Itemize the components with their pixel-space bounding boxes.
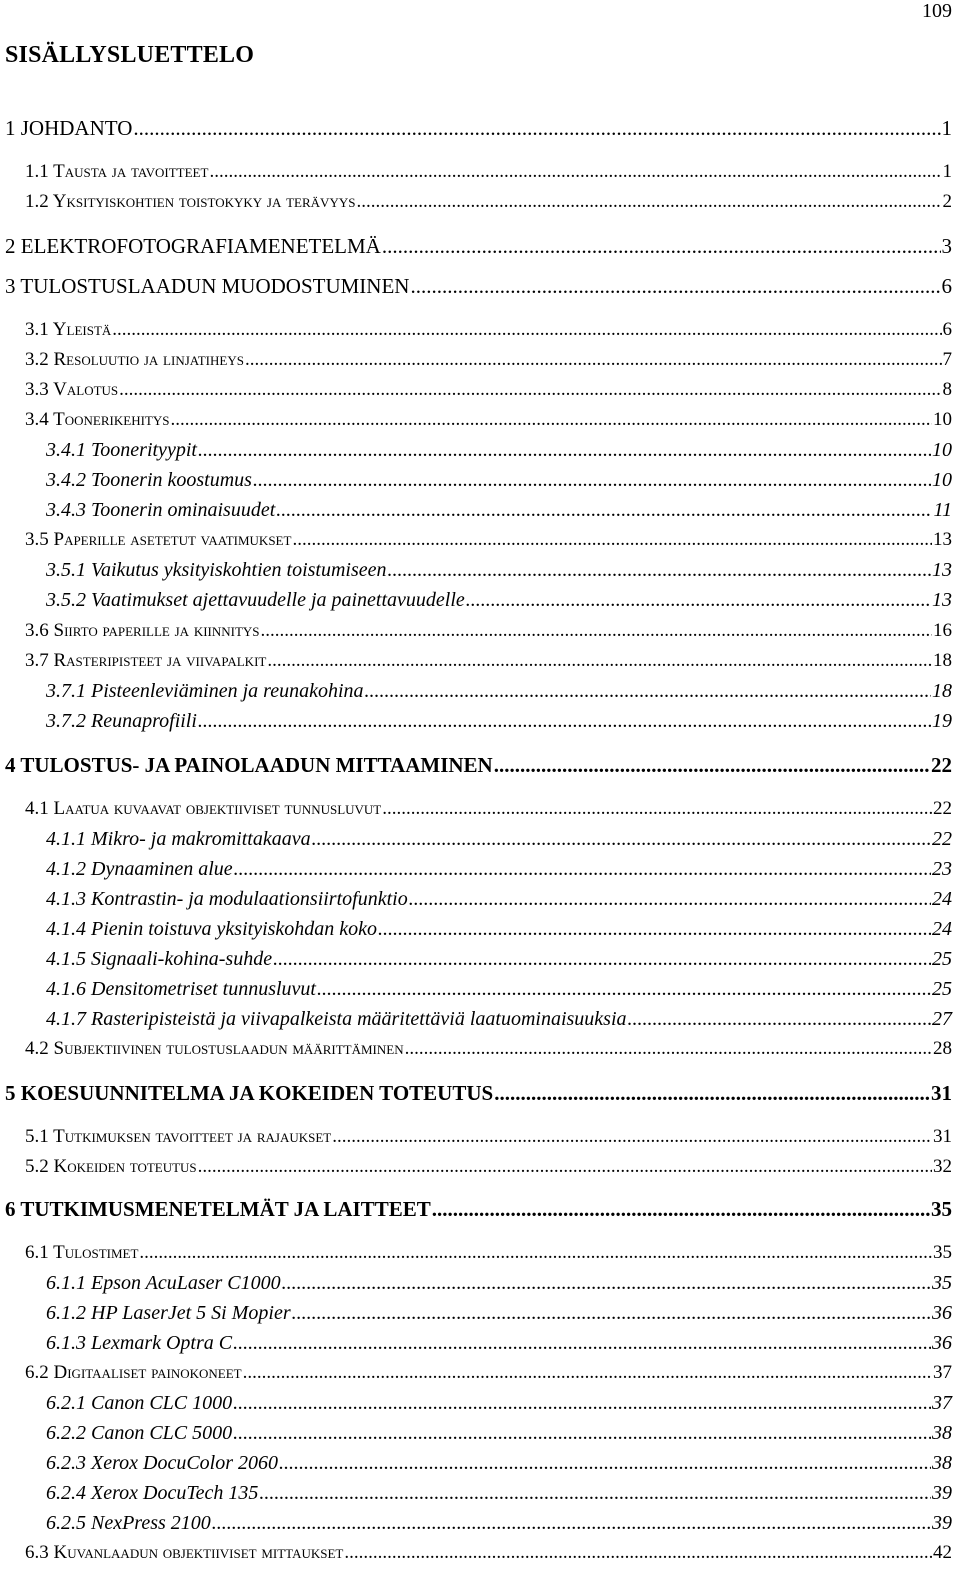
dot-leader [233,1333,931,1353]
toc-entry[interactable] [0,711,952,731]
toc-entry-label: 4.1.3 Kontrastin- ja modulaationsiirtofunktio [46,888,408,910]
toc-entry[interactable] [0,949,952,969]
toc-entry-page: 35 [931,1197,952,1221]
toc-entry-page: 7 [942,349,952,370]
toc-entry[interactable] [0,681,952,701]
toc-entry-label: 5 KOESUUNNITELMA JA KOKEIDEN TOTEUTUS [5,1081,494,1105]
dot-leader [494,1083,930,1104]
toc-entry[interactable] [0,889,952,909]
toc-entry[interactable] [0,470,952,490]
dot-leader [267,651,932,670]
dot-leader [198,711,931,731]
dot-leader [356,192,941,211]
toc-entry-label: 1.1 Tausta ja tavoitteet [25,161,209,182]
dot-leader [276,500,932,520]
dot-leader [112,320,941,339]
toc-entry-page: 22 [932,828,952,850]
toc-entry-label: 2 ELEKTROFOTOGRAFIAMENETELMÄ [5,234,381,258]
toc-entry[interactable] [0,651,952,670]
toc-entry[interactable] [0,1039,952,1058]
toc-entry-page: 39 [932,1512,952,1534]
toc-entry[interactable] [0,118,952,139]
toc-entry-label: 5.1 Tutkimuksen tavoitteet ja rajaukset [25,1126,332,1147]
dot-leader [133,118,940,139]
toc-entry[interactable] [0,1009,952,1029]
toc-entry[interactable] [0,1273,952,1293]
toc-entry-label: 4.1.6 Densitometriset tunnusluvut [46,978,316,1000]
toc-entry-label: 6.2.3 Xerox DocuColor 2060 [46,1452,279,1474]
toc-entry[interactable] [0,1303,952,1323]
toc-entry[interactable] [0,621,952,640]
dot-leader [332,1127,932,1146]
toc-entry-label: 3.5.2 Vaatimukset ajettavuudelle ja painettavuudelle [46,589,465,611]
toc-entry-page: 18 [932,680,952,702]
toc-entry-label: 6.2.2 Canon CLC 5000 [46,1422,233,1444]
toc-entry-page: 25 [932,978,952,1000]
toc-entry-label: 6.1.1 Epson AcuLaser C1000 [46,1272,281,1294]
dot-leader [273,949,931,969]
toc-entry-label: 4.1.1 Mikro- ja makromittakaava [46,828,311,850]
toc-entry-page: 8 [942,379,952,400]
toc-entry-page: 19 [932,710,952,732]
dot-leader [261,621,932,640]
toc-entry-page: 13 [933,529,952,550]
toc-entry[interactable] [0,919,952,939]
toc-entry-label: 6 TUTKIMUSMENETELMÄT JA LAITTEET [5,1197,431,1221]
toc-entry-page: 36 [932,1302,952,1324]
toc-entry-page: 10 [933,409,952,430]
dot-leader [259,1483,931,1503]
dot-leader [233,1393,931,1413]
toc-entry-label: 6.2.1 Canon CLC 1000 [46,1392,233,1414]
toc-entry[interactable] [0,1513,952,1533]
toc-entry-label: 4.1.2 Dynaaminen alue [46,858,233,880]
dot-leader [382,799,932,818]
toc-entry-label: 3.7.2 Reunaprofiili [46,710,197,732]
dot-leader [119,380,941,399]
toc-entry-label: 3.3 Valotus [25,379,119,400]
toc-entry-label: 5.2 Kokeiden toteutus [25,1156,197,1177]
toc-entry[interactable] [0,859,952,879]
toc-entry[interactable] [0,1363,952,1382]
toc-entry-page: 11 [933,499,952,521]
toc-entry-page: 1 [942,161,952,182]
toc-entry-page: 28 [933,1038,952,1059]
toc-entry[interactable] [0,350,952,369]
toc-entry-label: 3.4.3 Toonerin ominaisuudet [46,499,276,521]
toc-entry-label: 3.5.1 Vaikutus yksityiskohtien toistumiseen [46,559,387,581]
toc-entry-label: 3.7.1 Pisteenleviäminen ja reunakohina [46,680,364,702]
toc-entry-page: 10 [932,469,952,491]
toc-entry-page: 6 [941,274,952,298]
toc-entry[interactable] [0,1543,952,1562]
toc-entry[interactable] [0,1393,952,1413]
toc-entry-page: 13 [932,589,952,611]
toc-entry-label: 4.1.5 Signaali-kohina-suhde [46,948,273,970]
toc-entry-page: 27 [932,1008,952,1030]
toc-entry-label: 6.1.2 HP LaserJet 5 Si Mopier [46,1302,291,1324]
toc-entry[interactable] [0,440,952,460]
dot-leader [410,276,940,297]
toc-entry[interactable] [0,979,952,999]
toc-entry[interactable] [0,162,952,181]
dot-leader [382,236,941,257]
dot-leader [292,530,932,549]
toc-entry[interactable] [0,1483,952,1503]
toc-entry[interactable] [0,755,952,776]
toc-entry[interactable] [0,380,952,399]
toc-entry-page: 2 [942,191,952,212]
toc-entry[interactable] [0,1083,952,1104]
toc-entry[interactable] [0,410,952,429]
toc-entry[interactable] [0,829,952,849]
toc-entry[interactable] [0,530,952,549]
toc-entry-label: 6.1.3 Lexmark Optra C [46,1332,233,1354]
toc-entry-label: 3 TULOSTUSLAADUN MUODOSTUMINEN [5,274,410,298]
toc-entry-label: 3.6 Siirto paperille ja kiinnitys [25,620,260,641]
toc-entry[interactable] [0,320,952,339]
dot-leader [317,979,931,999]
toc-entry-page: 39 [932,1482,952,1504]
dot-leader [245,350,942,369]
toc-entry-page: 31 [933,1126,952,1147]
toc-entry-page: 35 [933,1242,952,1263]
dot-leader [139,1243,932,1262]
dot-leader [209,162,941,181]
toc-entry-page: 23 [932,858,952,880]
toc-entry-label: 4.1 Laatua kuvaavat objektiiviset tunnusluvut [25,798,382,819]
toc-title: SISÄLLYSLUETTELO [5,42,255,68]
toc-entry-label: 3.4.1 Toonerityypit [46,439,197,461]
dot-leader [409,889,931,909]
toc-entry-page: 22 [931,753,952,777]
toc-entry-page: 37 [932,1392,952,1414]
dot-leader [378,919,931,939]
toc-entry[interactable] [0,1423,952,1443]
dot-leader [170,410,932,429]
dot-leader [432,1199,930,1220]
page-number: 109 [922,0,952,22]
toc-entry-label: 3.4 Toonerikehitys [25,409,170,430]
toc-entry[interactable] [0,1127,952,1146]
dot-leader [388,560,932,580]
toc-entry-page: 24 [932,888,952,910]
toc-entry-page: 31 [931,1081,952,1105]
toc-entry[interactable] [0,1243,952,1262]
toc-entry-page: 13 [932,559,952,581]
toc-entry-page: 16 [933,620,952,641]
toc-entry-label: 3.2 Resoluutio ja linjatiheys [25,349,244,370]
toc-entry-page: 22 [933,798,952,819]
dot-leader [466,590,931,610]
toc-entry-label: 6.2 Digitaaliset painokoneet [25,1362,242,1383]
toc-entry-page: 36 [932,1332,952,1354]
dot-leader [279,1453,931,1473]
toc-entry-page: 18 [933,650,952,671]
toc-entry-page: 24 [932,918,952,940]
toc-entry[interactable] [0,1333,952,1353]
toc-entry-label: 3.7 Rasteripisteet ja viivapalkit [25,650,267,671]
toc-entry-label: 3.5 Paperille asetetut vaatimukset [25,529,292,550]
toc-entry-label: 1.2 Yksityiskohtien toistokyky ja terävyys [25,191,356,212]
toc-entry-label: 4.1.7 Rasteripisteistä ja viivapalkeista määritettäviä laatuominaisuuksia [46,1008,627,1030]
dot-leader [253,470,931,490]
toc-entry-page: 1 [941,116,952,140]
dot-leader [282,1273,931,1293]
dot-leader [198,1157,932,1176]
toc-entry-page: 25 [932,948,952,970]
toc-entry[interactable] [0,500,952,520]
toc-entry-page: 3 [941,234,952,258]
toc-entry-page: 37 [933,1362,952,1383]
toc-entry[interactable] [0,192,952,211]
toc-entry-page: 42 [933,1542,952,1563]
dot-leader [312,829,931,849]
dot-leader [233,1423,931,1443]
toc-entry[interactable] [0,799,952,818]
toc-entry-label: 1 JOHDANTO [5,116,133,140]
toc-entry[interactable] [0,1453,952,1473]
toc-entry-label: 3.1 Yleistä [25,319,112,340]
toc-entry[interactable] [0,560,952,580]
toc-entry-label: 4.1.4 Pienin toistuva yksityiskohdan koko [46,918,378,940]
dot-leader [292,1303,931,1323]
toc-entry-page: 38 [932,1452,952,1474]
toc-entry-label: 6.3 Kuvanlaadun objektiiviset mittaukset [25,1542,344,1563]
toc-entry-label: 6.2.5 NexPress 2100 [46,1512,211,1534]
toc-entry-label: 4 TULOSTUS- JA PAINOLAADUN MITTAAMINEN [5,753,493,777]
dot-leader [344,1543,932,1562]
dot-leader [212,1513,931,1533]
dot-leader [234,859,931,879]
toc-entry-page: 35 [932,1272,952,1294]
toc-entry-label: 6.1 Tulostimet [25,1242,139,1263]
toc-entry-page: 38 [932,1422,952,1444]
toc-entry[interactable] [0,1157,952,1176]
dot-leader [628,1009,931,1029]
dot-leader [405,1039,932,1058]
toc-entry[interactable] [0,236,952,257]
toc-entry[interactable] [0,1199,952,1220]
dot-leader [243,1363,932,1382]
dot-leader [198,440,931,460]
toc-entry-page: 10 [932,439,952,461]
toc-entry-label: 4.2 Subjektiivinen tulostuslaadun määrittäminen [25,1038,404,1059]
toc-entry-page: 6 [942,319,952,340]
toc-entry-page: 32 [933,1156,952,1177]
dot-leader [365,681,931,701]
toc-entry-label: 6.2.4 Xerox DocuTech 135 [46,1482,259,1504]
dot-leader [494,755,930,776]
toc-entry[interactable] [0,590,952,610]
toc-entry-label: 3.4.2 Toonerin koostumus [46,469,252,491]
toc-entry[interactable] [0,276,952,297]
